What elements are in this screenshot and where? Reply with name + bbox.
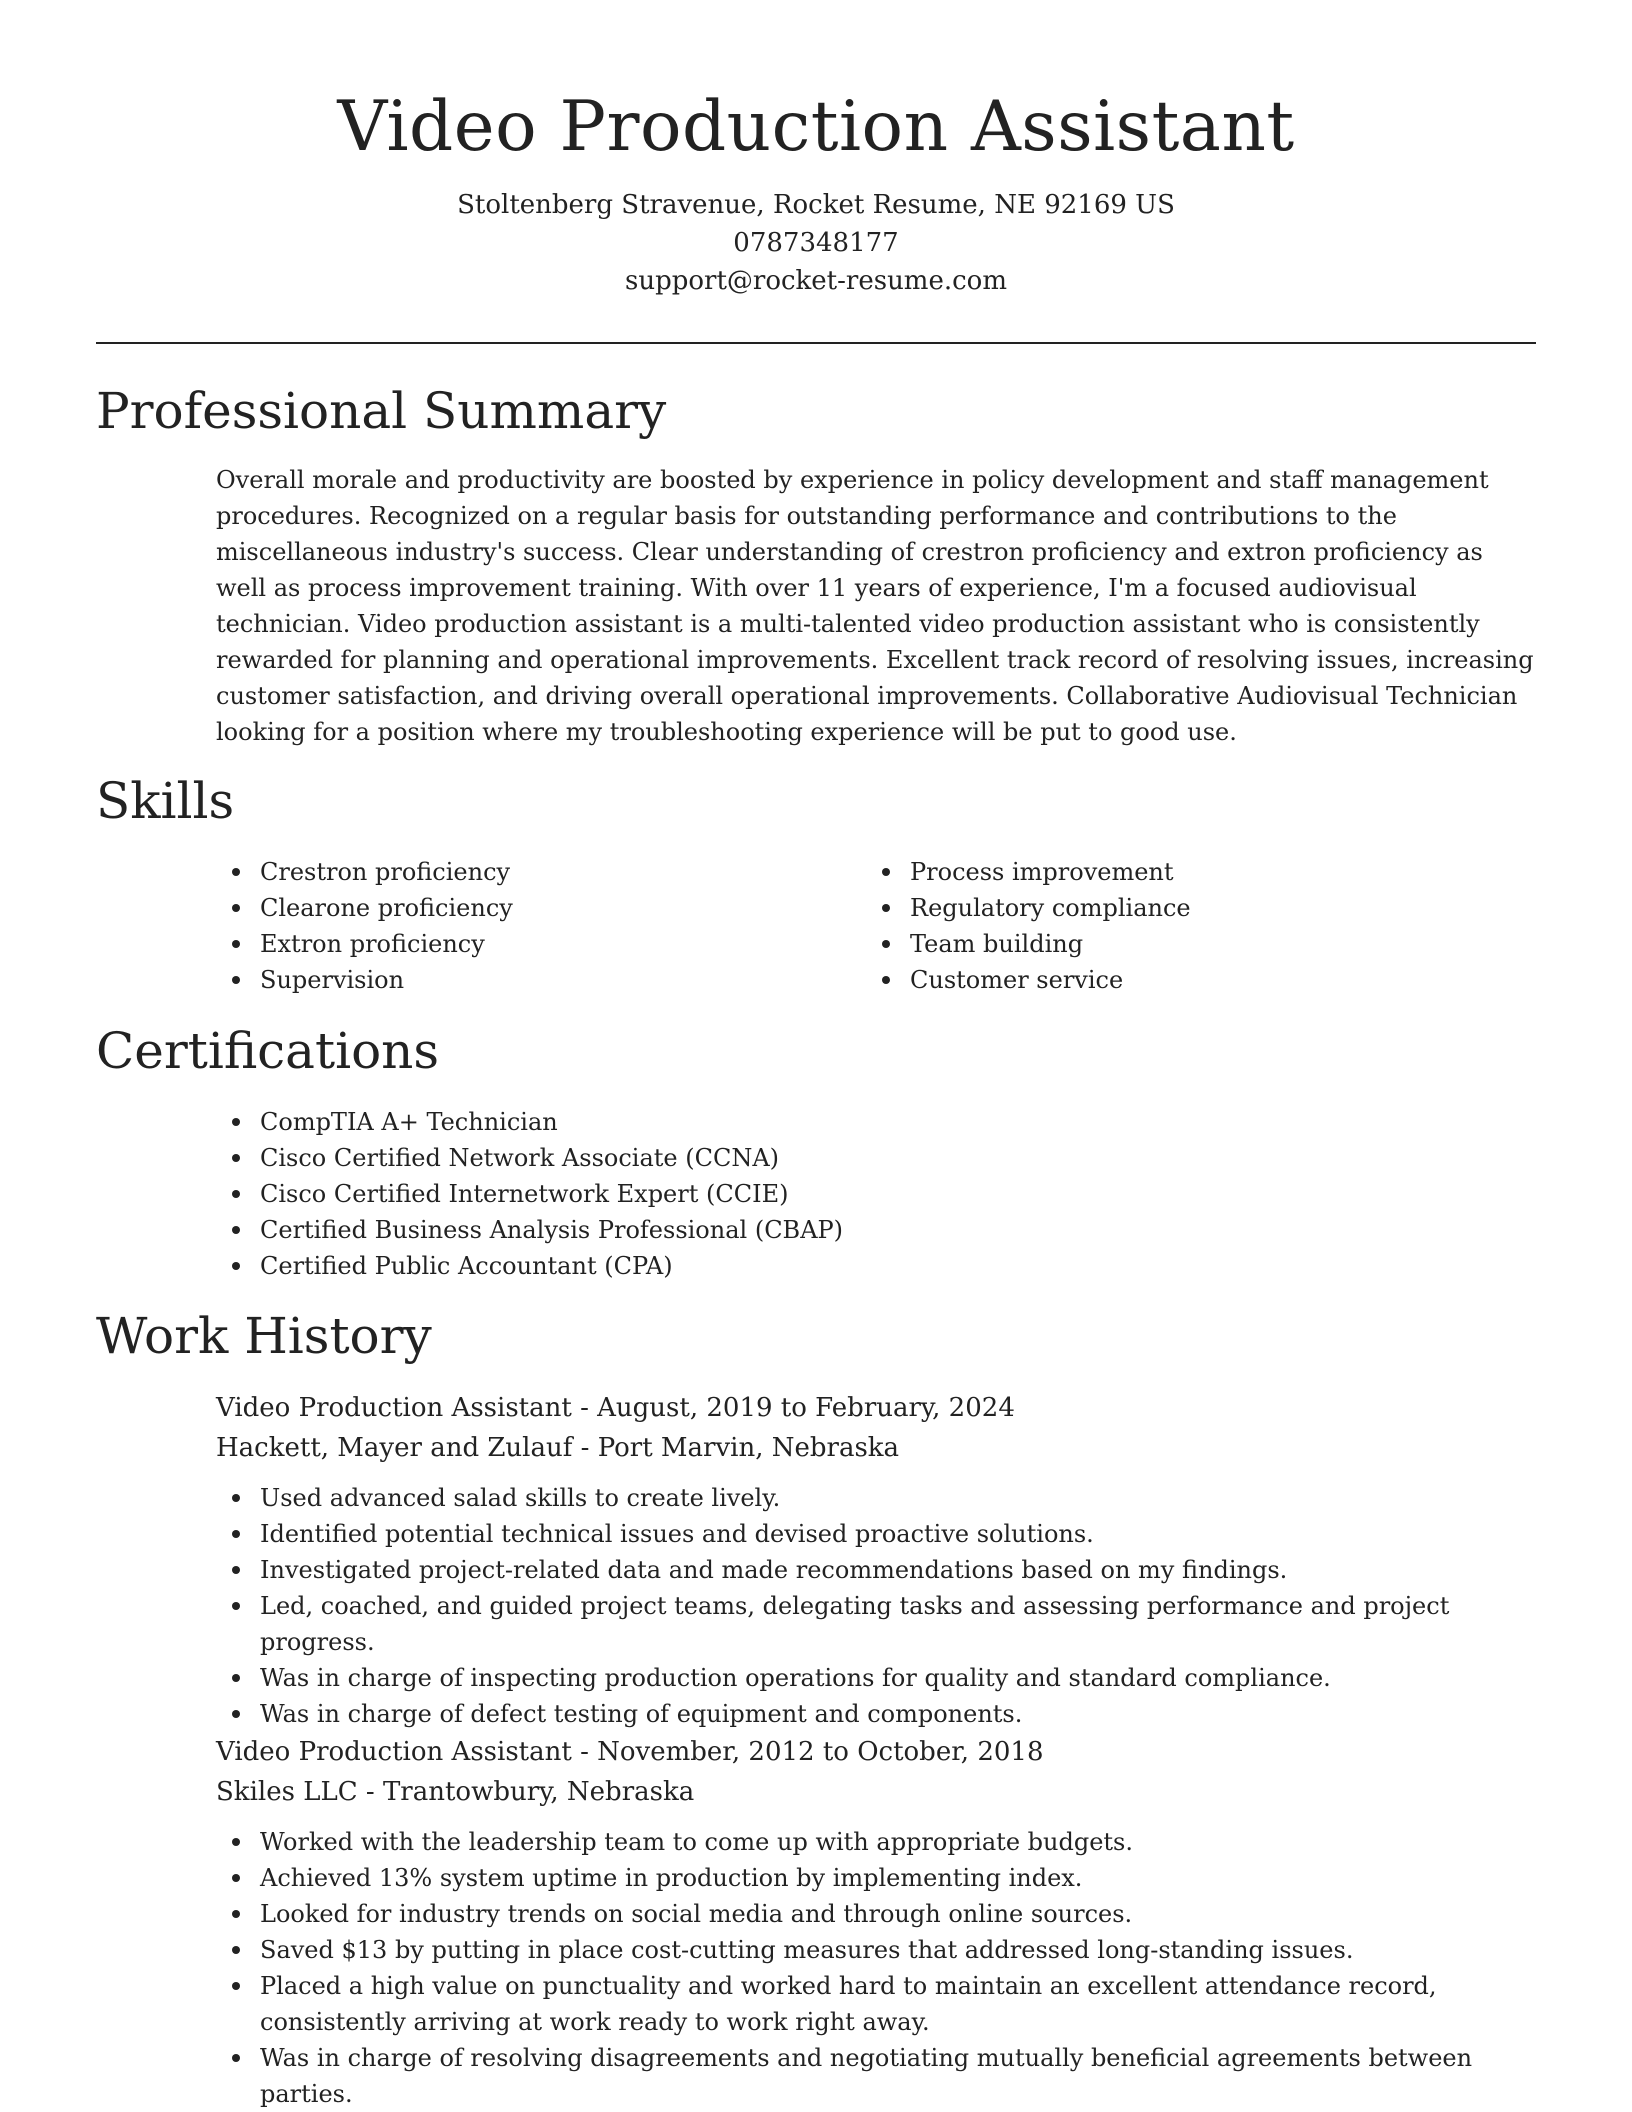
certifications-list: [216, 1104, 1536, 1284]
job-company: Skiles LLC: [216, 1777, 358, 1807]
email-address: support@rocket-resume.com: [624, 266, 1007, 296]
job-dates: August, 2019 to February, 2024: [597, 1393, 1015, 1423]
skill-item: Crestron proficiency: [216, 854, 816, 890]
job-dates: November, 2012 to October, 2018: [597, 1737, 1044, 1767]
job-bullets: [216, 1824, 1536, 2112]
section-title-skills: Skills: [96, 772, 235, 830]
job-bullet: Was in charge of defect testing of equipment and components.: [216, 1696, 1536, 1732]
job-bullet: Worked with the leadership team to come up with appropriate budgets.: [216, 1824, 1536, 1860]
section-title-work-history: Work History: [96, 1307, 432, 1365]
separator: -: [572, 1433, 598, 1463]
skill-item: Regulatory compliance: [866, 890, 1466, 926]
summary-text: Overall morale and productivity are boosted by experience in policy development and staff management procedures. Recognized on a regular basis for outstanding performance and contributions to the miscellaneous industry's success. Clear understanding of crestron proficiency and extron proficiency as well as process improvement training. With over 11 years of experience, I'm a focused audiovisual technician. Video production assistant is a multi-talented video production assistant who is consistently rewarded for planning and operational improvements. Excellent track record of resolving issues, increasing customer satisfaction, and driving overall operational improvements. Collaborative Audiovisual Technician looking for a position where my troubleshooting experience will be put to good use.: [216, 466, 1534, 746]
phone-number: 0787348177: [733, 228, 899, 258]
job-bullet: Was in charge of inspecting production operations for quality and standard compliance.: [216, 1660, 1536, 1696]
job-bullet: Achieved 13% system uptime in production by implementing index.: [216, 1860, 1536, 1896]
address: Stoltenberg Stravenue, Rocket Resume, NE 92169 US: [457, 190, 1175, 220]
job-bullets: [216, 1480, 1536, 1732]
skill-item: Extron proficiency: [216, 926, 816, 962]
job-company: Hackett, Mayer and Zulauf: [216, 1433, 573, 1463]
skill-item: Process improvement: [866, 854, 1466, 890]
skill-item: Clearone proficiency: [216, 890, 816, 926]
skills-list-left: [216, 854, 816, 998]
job-entry: [216, 1732, 1536, 2112]
job-bullet: Was in charge of resolving disagreements and negotiating mutually beneficial agreements between parties.: [216, 2040, 1536, 2112]
section-title-summary: Professional Summary: [96, 382, 667, 440]
resume-name: Video Production Assistant: [337, 87, 1295, 167]
job-title: Video Production Assistant: [216, 1393, 572, 1423]
certification-item: Certified Business Analysis Professional (CBAP): [216, 1212, 1536, 1248]
job-bullet: Investigated project-related data and made recommendations based on my findings.: [216, 1552, 1536, 1588]
certification-item: Certified Public Accountant (CPA): [216, 1248, 1536, 1284]
resume-header: [96, 82, 1536, 300]
job-company-line: [216, 1772, 1536, 1812]
job-bullet: Placed a high value on punctuality and worked hard to maintain an excellent attendance record, consistently arriving at work ready to work right away.: [216, 1968, 1536, 2040]
job-title: Video Production Assistant: [216, 1737, 572, 1767]
section-title-certifications: Certifications: [96, 1022, 440, 1080]
skill-item: Supervision: [216, 962, 816, 998]
separator: -: [357, 1777, 383, 1807]
job-bullet: Identified potential technical issues and devised proactive solutions.: [216, 1516, 1536, 1552]
job-location: Port Marvin, Nebraska: [597, 1433, 900, 1463]
job-bullet: Saved $13 by putting in place cost-cutting measures that addressed long-standing issues.: [216, 1932, 1536, 1968]
job-bullet: Looked for industry trends on social media and through online sources.: [216, 1896, 1536, 1932]
skill-item: Team building: [866, 926, 1466, 962]
job-bullet: Led, coached, and guided project teams, delegating tasks and assessing performance and project progress.: [216, 1588, 1536, 1660]
job-bullet: Used advanced salad skills to create lively.: [216, 1480, 1536, 1516]
separator: -: [571, 1393, 598, 1423]
header-divider: [96, 342, 1536, 344]
job-location: Trantowbury, Nebraska: [382, 1777, 695, 1807]
job-title-line: [216, 1388, 1536, 1428]
job-title-line: [216, 1732, 1536, 1772]
certification-item: Cisco Certified Network Associate (CCNA): [216, 1140, 1536, 1176]
job-entry: [216, 1388, 1536, 1732]
skill-item: Customer service: [866, 962, 1466, 998]
skills-list-right: [866, 854, 1466, 998]
separator: -: [571, 1737, 598, 1767]
certification-item: CompTIA A+ Technician: [216, 1104, 1536, 1140]
certification-item: Cisco Certified Internetwork Expert (CCIE): [216, 1176, 1536, 1212]
job-company-line: [216, 1428, 1536, 1468]
contact-block: [96, 186, 1536, 300]
